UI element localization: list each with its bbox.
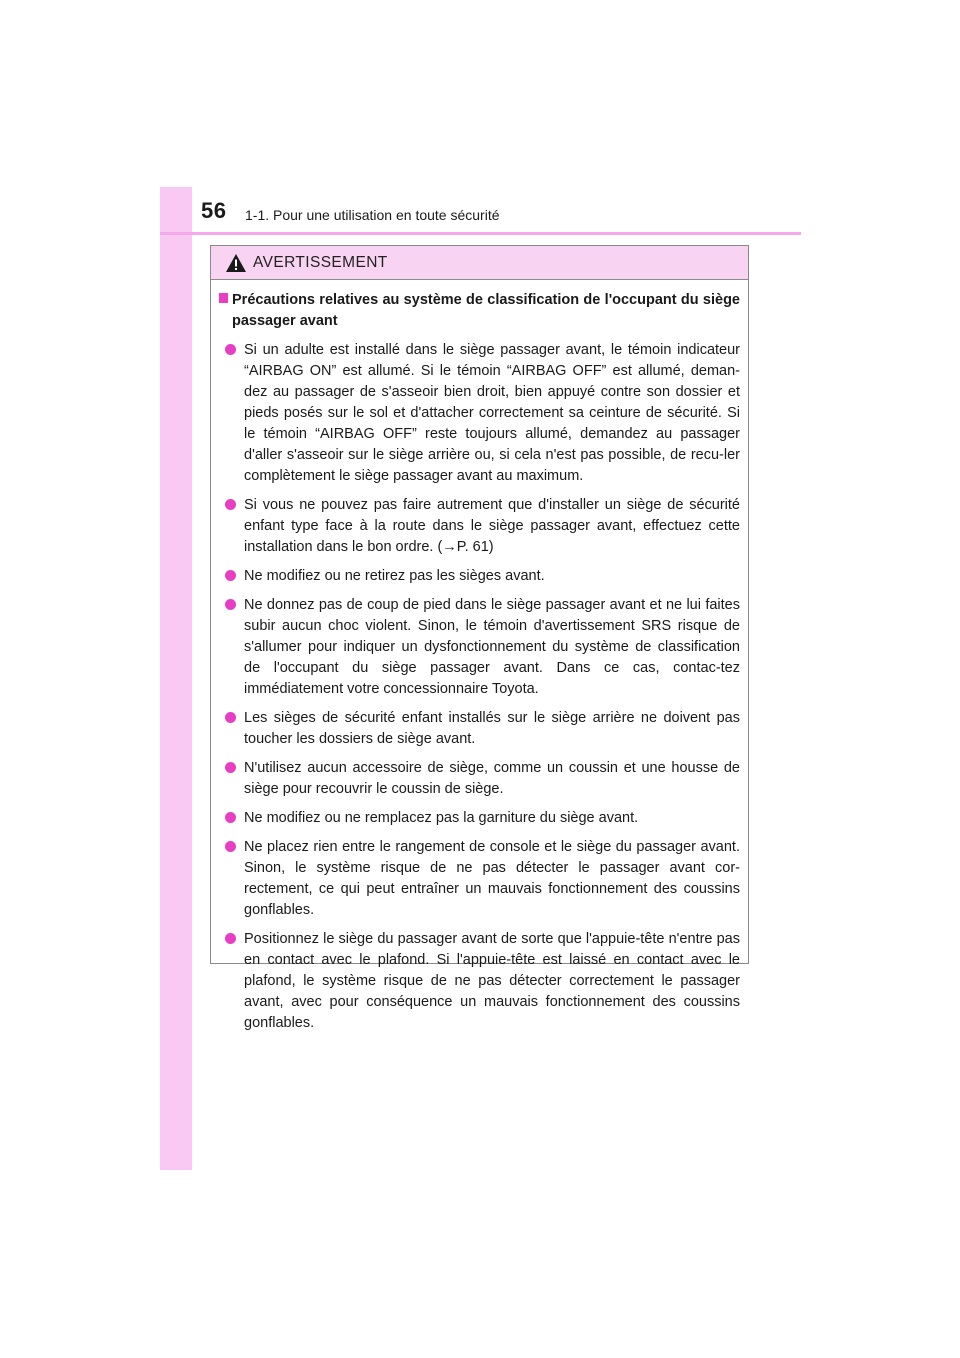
warning-triangle-icon [225, 253, 247, 273]
list-item-text: Positionnez le siège du passager avant de sorte que l'appuie-tête n'entre pas en contact avec le plafond. Si l'appuie-tête est laissé en contact avec le plafond, le système risque de ne pas détecter correctement le passager avant, avec pour conséquence un mauvais fonctionnement des coussins gonflables. [244, 931, 740, 1031]
list-item-text: Ne modifiez ou ne remplacez pas la garniture du siège avant. [244, 810, 639, 826]
list-item [219, 929, 740, 1034]
list-item-text: Si un adulte est installé dans le siège passager avant, le témoin indicateur “AIRBAG ON” est allumé. Si le témoin “AIRBAG OFF” est allumé, deman-dez au passager de s'asseoir bien droit, bien appuyé contre son dossier et pieds posés sur le sol et d'attacher correctement sa ceinture de sécurité. Si le témoin “AIRBAG OFF” reste toujours allumé, demandez au passager d'aller s'asseoir sur le siège arrière ou, si cela n'est pas possible, de recu-ler complètement le siège passager avant au maximum. [244, 342, 740, 484]
list-item-text: Ne modifiez ou ne retirez pas les sièges avant. [244, 568, 545, 584]
list-item [219, 808, 740, 829]
list-item [219, 495, 740, 558]
list-item [219, 837, 740, 921]
bullet-dot-icon [225, 841, 236, 852]
bullet-dot-icon [225, 570, 236, 581]
warning-box [210, 245, 749, 1031]
warning-bullet-list [219, 340, 740, 1034]
bullet-dot-icon [225, 344, 236, 355]
side-color-band [160, 187, 192, 1170]
warning-label: AVERTISSEMENT [253, 253, 388, 271]
list-item-text: Ne donnez pas de coup de pied dans le siège passager avant et ne lui faites subir aucun choc violent. Sinon, le témoin d'avertissement SRS risque de s'allumer pour indiquer un dysfonctionnement du système de classification de l'occupant du siège passager avant. Dans ce cas, contac-tez immédiatement votre concessionnaire Toyota. [244, 597, 740, 697]
list-item-text: Si vous ne pouvez pas faire autrement que d'installer un siège de sécurité enfant type face à la route dans le siège passager avant, effectuez cette installation dans le bon ordre. (→P. 61) [244, 497, 740, 555]
list-item [219, 758, 740, 800]
warning-header [211, 246, 748, 280]
list-item [219, 595, 740, 700]
list-item [219, 340, 740, 487]
page-number: 56 [201, 198, 227, 223]
bullet-dot-icon [225, 499, 236, 510]
bullet-dot-icon [225, 762, 236, 773]
bullet-dot-icon [225, 933, 236, 944]
list-item-text: Les sièges de sécurité enfant installés sur le siège arrière ne doivent pas toucher les dossiers de siège avant. [244, 710, 740, 747]
bullet-dot-icon [225, 599, 236, 610]
header-rule [160, 232, 801, 235]
bullet-dot-icon [225, 712, 236, 723]
bullet-dot-icon [225, 812, 236, 823]
square-bullet-icon [219, 293, 232, 332]
list-item-text: Ne placez rien entre le rangement de console et le siège du passager avant. Sinon, le système risque de ne pas détecter le passager avant cor-rectement, ce qui peut entraîner un mauvais fonctionnement des coussins gonflables. [244, 839, 740, 918]
section-title: 1-1. Pour une utilisation en toute sécurité [245, 207, 500, 223]
list-item [219, 708, 740, 750]
warning-topic [219, 290, 740, 332]
warning-body [211, 280, 748, 1034]
list-item-text: N'utilisez aucun accessoire de siège, comme un coussin et une housse de siège pour recouvrir le coussin de siège. [244, 760, 740, 797]
warning-topic-text: Précautions relatives au système de classification de l'occupant du siège passager avant [232, 292, 740, 329]
list-item [219, 566, 740, 587]
